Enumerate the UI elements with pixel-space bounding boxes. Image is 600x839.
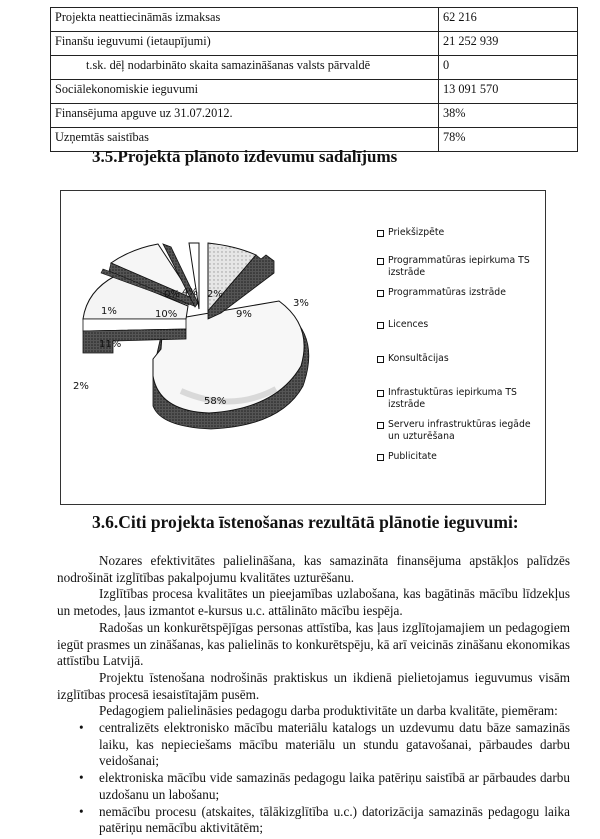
legend-swatch-icon bbox=[377, 290, 384, 297]
chart-legend bbox=[377, 227, 547, 463]
legend-swatch-icon bbox=[377, 322, 384, 329]
pie-label-2-top: 2% bbox=[207, 289, 223, 300]
section-heading-3-5: 3.5.Projektā plānoto izdevumu sadalījums bbox=[92, 147, 398, 166]
pie-label-11: 11% bbox=[99, 339, 122, 350]
list-item: • nemācību procesu (atskaites, tālākizglītība u.c.) datorizācija samazinās pedagogu laika patēriņu nemācību aktivitātēm; bbox=[79, 803, 570, 836]
legend-swatch-icon bbox=[377, 230, 384, 237]
list-item: • centralizēts elektronisko mācību materiālu katalogs un uzdevumu datu bāze samazinās laiku, kas nepieciešams mācību materiālu un stundu gatavošanai, pārbaudes darbu veidošanai; bbox=[79, 720, 570, 769]
legend-item: Priekšizpēte bbox=[377, 227, 547, 239]
pie-label-2-left: 2% bbox=[73, 381, 89, 392]
row-label: Finanšu ieguvumi (ietaupījumi) bbox=[51, 32, 439, 56]
row-value: 62 216 bbox=[439, 8, 578, 32]
table-row bbox=[51, 8, 578, 32]
row-label: t.sk. dēļ nodarbināto skaita samazināšanas valsts pārvaldē bbox=[51, 56, 439, 80]
legend-item: Konsultācijas bbox=[377, 353, 547, 365]
pie-label-4: 4% bbox=[182, 287, 198, 298]
row-value: 13 091 570 bbox=[439, 80, 578, 104]
list-item: • elektroniska mācību vide samazinās pedagogu laika patēriņu saistībā ar pārbaudes darbu uzdošanu un labošanu; bbox=[79, 770, 570, 802]
legend-item: Programmatūras iepirkuma TS izstrāde bbox=[377, 255, 538, 279]
paragraph: Nozares efektivitātes palielināšana, kas samazināta finansējuma apstākļos palīdzēs nodrošināt izglītības pakalpojumu kvalitātes uzturēšanu. bbox=[57, 553, 570, 585]
legend-item: Publicitate bbox=[377, 451, 547, 463]
paragraph: Izglītības procesa kvalitātes un pieejamības uzlabošana, kas bagātinās mācību līdzekļus un metodes, ļaus izmantot e-kursus u.c. attālināto mācību iespēja. bbox=[57, 586, 570, 619]
pie-chart bbox=[60, 190, 546, 505]
paragraph: Radošas un konkurētspējīgas personas attīstība, kas ļaus izglītojamajiem un pedagogiem iegūt prasmes un zināšanas, kas palielinās to konkurētspēju, kā arī veicinās zināšanu ekonomikas attīstību Latvijā. bbox=[57, 619, 570, 669]
legend-item: Infrastuktūras iepirkuma TS izstrāde bbox=[377, 387, 528, 411]
legend-swatch-icon bbox=[377, 454, 384, 461]
table-row bbox=[51, 32, 578, 56]
row-label: Finansējuma apguve uz 31.07.2012. bbox=[51, 104, 439, 128]
row-value: 21 252 939 bbox=[439, 32, 578, 56]
row-label: Sociālekonomiskie ieguvumi bbox=[51, 80, 439, 104]
row-label: Uzņemtās saistības bbox=[51, 128, 439, 152]
legend-swatch-icon bbox=[377, 258, 384, 265]
bullet-icon: • bbox=[79, 720, 84, 736]
pie-label-9: 9% bbox=[236, 309, 252, 320]
row-value: 38% bbox=[439, 104, 578, 128]
pie-label-58: 58% bbox=[204, 396, 227, 407]
legend-item: Licences bbox=[377, 319, 547, 331]
bullet-icon: • bbox=[79, 770, 84, 786]
legend-swatch-icon bbox=[377, 422, 384, 429]
legend-item: Serveru infrastruktūras iegāde un uzturēšana bbox=[377, 419, 538, 443]
table-row bbox=[51, 56, 578, 80]
pie-label-1: 1% bbox=[101, 306, 117, 317]
table-row bbox=[51, 104, 578, 128]
legend-item: Programmatūras izstrāde bbox=[377, 287, 547, 299]
section-heading-3-6: 3.6.Citi projekta īstenošanas rezultātā plānotie ieguvumi: bbox=[92, 512, 519, 532]
table-row bbox=[51, 80, 578, 104]
row-label: Projekta neattiecināmās izmaksas bbox=[51, 8, 439, 32]
pie-label-3: 3% bbox=[293, 298, 309, 309]
pie-label-10: 10% bbox=[155, 309, 178, 320]
bullet-icon: • bbox=[79, 803, 84, 819]
row-value: 0 bbox=[439, 56, 578, 80]
legend-swatch-icon bbox=[377, 390, 384, 397]
summary-table bbox=[50, 7, 578, 152]
section-body bbox=[57, 553, 570, 837]
row-value: 78% bbox=[439, 128, 578, 152]
legend-swatch-icon bbox=[377, 356, 384, 363]
paragraph: Pedagogiem palielināsies pedagogu darba produktivitāte un darba kvalitāte, piemēram: bbox=[99, 703, 558, 719]
bullet-list bbox=[57, 720, 570, 837]
paragraph: Projektu īstenošana nodrošinās praktiskus un ikdienā pielietojamus ieguvumus visām izglītības procesā iesaistītajām pusēm. bbox=[57, 669, 570, 702]
pie-label-0: 0% bbox=[164, 289, 180, 300]
